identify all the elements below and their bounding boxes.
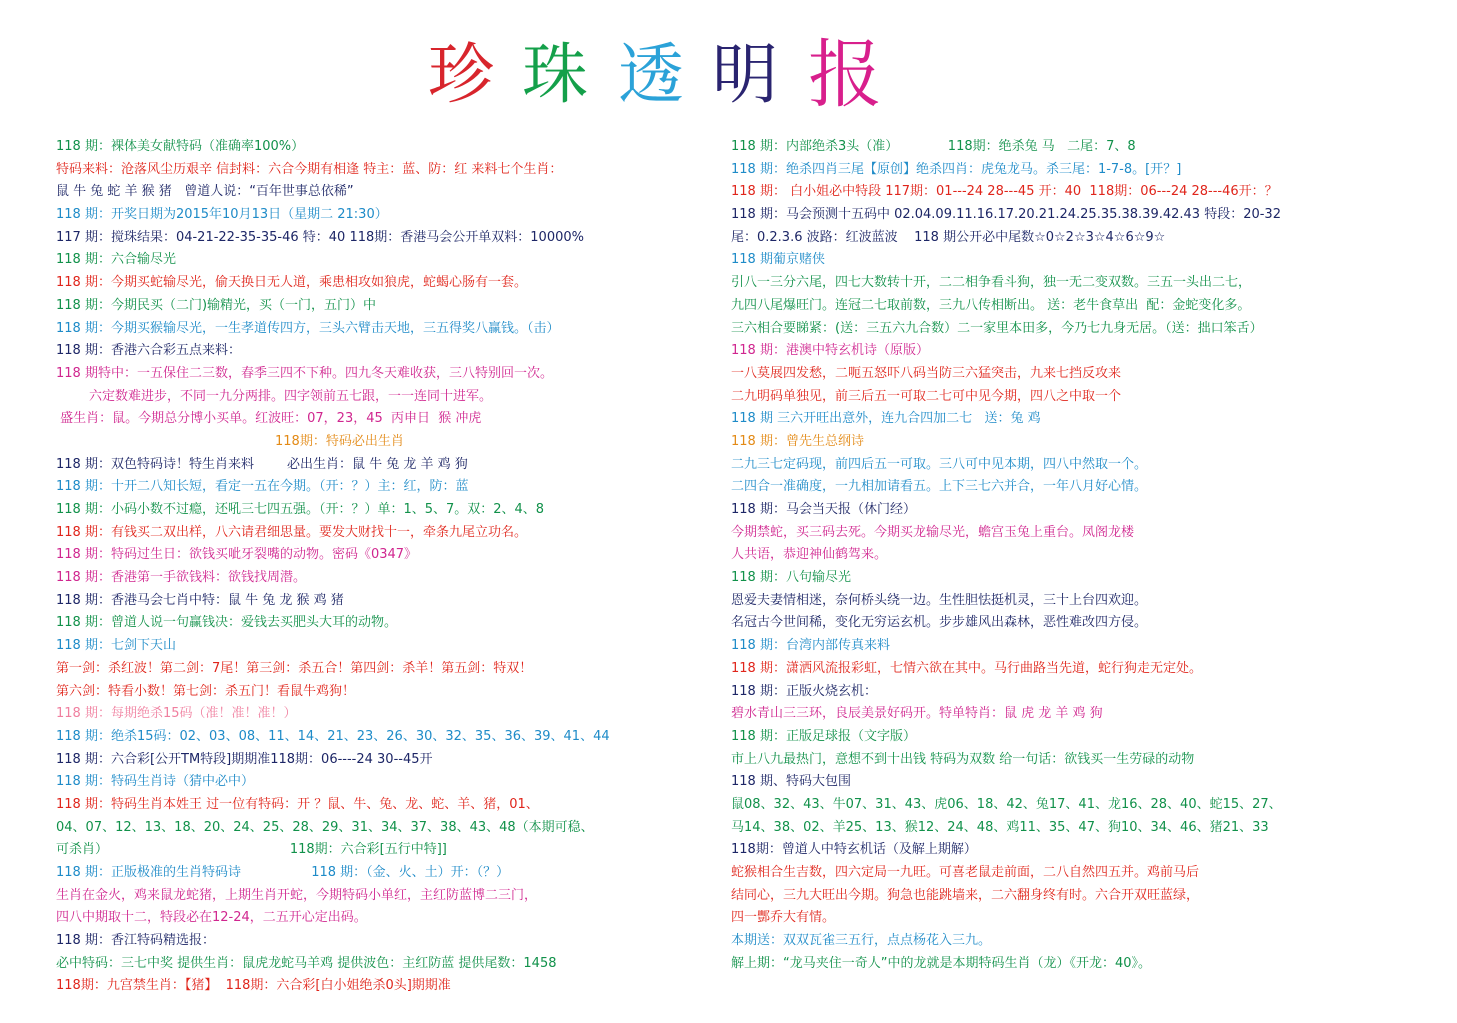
left-text-line: 可杀肖） 118期：六合彩[五行中特]] (56, 842, 447, 858)
right-text-line: 118 期：马会预测十五码中 02.04.09.11.16.17.20.21.24.25.35.38.39.42.43 特段：20-32 (731, 207, 1281, 223)
left-text-line: 04、07、12、13、18、20、24、25、28、29、31、34、37、38、43、48（本期可稳、 (56, 819, 594, 835)
right-column (731, 136, 1421, 975)
right-text-line: 118 期、特码大包围 (731, 774, 851, 790)
left-text-line: 118 期：开奖日期为2015年10月13日（星期二 21:30） (56, 207, 388, 223)
right-text-line: 118 期：正版火烧玄机： (731, 683, 877, 699)
page-title (0, 30, 1457, 120)
left-text-line: 118 期：特码生肖本姓王 过一位有特码：开 ？鼠、牛、兔、龙、蛇、羊、猪，01、 (56, 796, 539, 812)
left-text-line: 盛生肖：鼠。今期总分博小买单。红波旺：07，23，45 丙申日 猴 冲虎 (56, 411, 482, 427)
right-text-line: 118 期 三六开旺出意外，连九合四加二七 送：兔 鸡 (731, 411, 1041, 427)
right-text-line: 一八莫展四发愁，二呃五怒吓八码当防三六猛突击，九来七挡反攻来 (731, 365, 1122, 381)
right-text-line: 引八一三分六尾，四七大数转十开，二二相争看斗狗，独一无二变双数。三五一头出二七， (731, 275, 1252, 291)
right-text-line: 结同心，三九大旺出今期。狗急也能跳墙来，二六翻身终有时。六合开双旺蓝绿， (731, 887, 1200, 903)
right-text-line: 118 期：曾先生总纲诗 (731, 433, 864, 449)
title-char-3: 透 (618, 36, 684, 113)
right-text-line: 118 期葡京赌侠 (731, 252, 825, 268)
right-text-line: 二九三七定码现，前四后五一可取。三八可中见本期，四八中然取一个。 (731, 456, 1148, 472)
left-text-line: 118期：特码必出生肖 (56, 433, 404, 449)
right-text-line: 市上八九最热门，意想不到十出钱 特码为双数 给一句话：欲钱买一生劳碌的动物 (731, 751, 1195, 767)
left-text-line: 118 期：香港第一手欲钱料：欲钱找周潜。 (56, 570, 306, 586)
right-text-line: 本期送：双双瓦雀三五行，点点杨花入三九。 (731, 933, 992, 949)
right-text-line: 118 期：台湾内部传真来料 (731, 638, 890, 654)
left-text-line: 118 期：今期民买（二门)输精光，买（一门，五门）中 (56, 297, 377, 313)
title-char-1: 珍 (428, 36, 494, 113)
right-text-line: 118 期：绝杀四肖三尾【原创】绝杀四肖：虎兔龙马。杀三尾：1-7-8。[开？] (731, 161, 1182, 177)
left-text-line: 118 期：十开二八知长短，看定一五在今期。（开：？）主：红，防：蓝 (56, 479, 469, 495)
left-text-line: 特码来料：沧落风尘历艰辛 信封料：六合今期有相逢 特主：蓝、防：红 来料七个生肖： (56, 161, 563, 177)
left-column (56, 136, 696, 998)
right-text-line: 九四八尾爆旺门。连冠二七取前数，三九八传相断出。 送：老牛食草出 配：金蛇变化多。 (731, 297, 1251, 313)
right-text-line: 118 期：潇洒风流报彩虹，七情六欲在其中。马行曲路当先道，蛇行狗走无定处。 (731, 660, 1202, 676)
left-text-line: 118 期：正版极准的生肖特码诗 118 期：（金、火、土）开：（？） (56, 865, 510, 880)
right-text-line: 解上期：“龙马夹住一奇人”中的龙就是本期特码生肖（龙）《开龙：40》。 (731, 955, 1152, 971)
left-text-line: 118 期：香港马会七肖中特：鼠 牛 兔 龙 猴 鸡 猪 (56, 592, 344, 608)
title-char-2: 珠 (522, 36, 588, 113)
right-text-line: 鼠08、32、43、牛07、31、43、虎06、18、42、兔17、41、龙16、28、40、蛇15、27、 (731, 796, 1282, 812)
right-text-line: 四一酆乔大有情。 (731, 910, 836, 926)
left-text-line: 118 期：特码过生日：欲钱买呲牙裂嘴的动物。密码《0347》 (56, 547, 418, 563)
right-text-line: 恩爱夫妻情相迷，奈何桥头绕一边。生性胆怯挺机灵，三十上台四欢迎。 (731, 592, 1148, 608)
left-text-line: 118 期：六合彩[公开TM特段]期期准118期：06----24 30--45开 (56, 751, 433, 767)
left-text-line: 118 期：双色特码诗！特生肖来料 必出生肖：鼠 牛 兔 龙 羊 鸡 狗 (56, 456, 468, 472)
left-text-line: 118 期：香江特码精选报： (56, 933, 215, 949)
right-text-line: 碧水青山三三环，良辰美景好码开。特单特肖：鼠 虎 龙 羊 鸡 狗 (731, 706, 1103, 722)
right-text-line: 二四合一准确度，一九相加请看五。上下三七六并合，一年八月好心情。 (731, 479, 1148, 495)
left-text-line: 117 期：搅珠结果：04-21-22-35-35-46 特：40 118期：香港马会公开单双料：10000% (56, 229, 584, 245)
right-text-line: 蛇猴相合生吉数，四六定局一九旺。可喜老鼠走前面，二八自然四五并。鸡前马后 (731, 865, 1200, 880)
left-text-line: 118 期：七剑下天山 (56, 638, 176, 654)
right-text-line: 118 期：内部绝杀3头（准） 118期：绝杀兔 马 二尾：7、8 (731, 139, 1136, 154)
right-text-line: 名冠古今世间稀，变化无穷运玄机。步步雄风出森林，恶性难改四方侵。 (731, 615, 1148, 631)
left-text-line: 118 期：今期买蛇输尽光，偷天换日无人道，乘患相攻如狼虎，蛇蝎心肠有一套。 (56, 275, 527, 291)
left-text-line: 118 期：每期绝杀15码（准！准！准！） (56, 706, 297, 722)
right-text-line: 118 期：马会当天报（休门经） (731, 502, 916, 517)
left-text-line: 118 期特中：一五保住二三数，春季三四不下种。四九冬天难收获，三八特别回一次。 (56, 365, 553, 381)
left-text-line: 118 期：有钱买二双出样，八六请君细思量。要发大财找十一，牵条九尾立功名。 (56, 524, 527, 540)
title-char-4: 明 (712, 36, 778, 113)
left-text-line: 118 期：曾道人说一句赢钱决：爱钱去买肥头大耳的动物。 (56, 615, 397, 631)
left-text-line: 118 期：今期买猴输尽光，一生孝道传四方，三头六臂击天地，三五得奖八赢钱。（击） (56, 320, 560, 336)
left-text-line: 118 期：香港六合彩五点来料： (56, 343, 241, 359)
left-text-line: 第一剑：杀红波！第二剑：7尾！第三剑：杀五合！第四剑：杀羊！第五剑：特双！ (56, 660, 533, 676)
left-text-line: 必中特码：三七中奖 提供生肖：鼠虎龙蛇马羊鸡 提供波色：主红防蓝 提供尾数：1458 (56, 955, 557, 971)
left-text-line: 118 期：特码生肖诗（猜中必中） (56, 774, 254, 790)
right-text-line: 118 期：八句输尽光 (731, 570, 851, 586)
right-text-line: 118期：曾道人中特玄机话（及解上期解） (731, 842, 977, 858)
left-text-line: 鼠 牛 兔 蛇 羊 猴 猪 曾道人说：“百年世事总依稀” (56, 184, 354, 200)
right-text-line: 118 期： 白小姐必中特段 117期：01---24 28---45 开：40 118期：06---24 28---46开：？ (731, 184, 1278, 200)
left-text-line: 六定数难进步，不同一九分两排。四字领前五七跟，一一连同十进军。 (56, 388, 493, 404)
right-text-line: 尾：0.2.3.6 波路：红波蓝波 118 期公开必中尾数☆0☆2☆3☆4☆6☆9☆ (731, 229, 1166, 245)
left-text-line: 118 期：绝杀15码：02、03、08、11、14、21、23、26、30、32、35、36、39、41、44 (56, 728, 610, 744)
right-text-line: 人共语，恭迎神仙鹤驾来。 (731, 547, 888, 563)
left-text-line: 第六剑：特看小数！第七剑：杀五门！看鼠牛鸡狗！ (56, 683, 356, 699)
right-text-line: 118 期：正版足球报（文字版） (731, 728, 916, 744)
right-text-line: 二九明码单独见，前三后五一可取二七可中见今期，四八之中取一个 (731, 388, 1122, 404)
left-text-line: 四八中期取十二，特段必在12-24，二五开心定出码。 (56, 910, 367, 926)
right-text-line: 今期禁蛇，买三码去死。今期买龙输尽光，蟾宫玉兔上重台。凤阁龙楼 (731, 524, 1135, 540)
left-text-line: 生肖在金火，鸡来鼠龙蛇猪，上期生肖开蛇，今期特码小单红，主红防蓝博二三门， (56, 887, 538, 903)
left-text-line: 118 期：裸体美女献特码（准确率100%） (56, 139, 305, 154)
left-text-line: 118 期：六合输尽光 (56, 252, 176, 268)
right-text-line: 马14、38、02、羊25、13、猴12、24、48、鸡11、35、47、狗10、34、46、猪21、33 (731, 819, 1269, 835)
left-text-line: 118期：九宫禁生肖：【猪】 118期：六合彩[白小姐绝杀0头]期期准 (56, 978, 451, 994)
right-text-line: 三六相合要睇紧：(送：三五六九合数）二一家里本田多，今乃七九身无居。（送：拙口笨舌） (731, 320, 1263, 336)
title-char-5: 报 (808, 32, 882, 118)
left-text-line: 118 期：小码小数不过瘾，还吼三七四五强。（开：？）单：1、5、7。双：2、4、8 (56, 502, 545, 517)
right-text-line: 118 期：港澳中特玄机诗（原版） (731, 343, 929, 359)
